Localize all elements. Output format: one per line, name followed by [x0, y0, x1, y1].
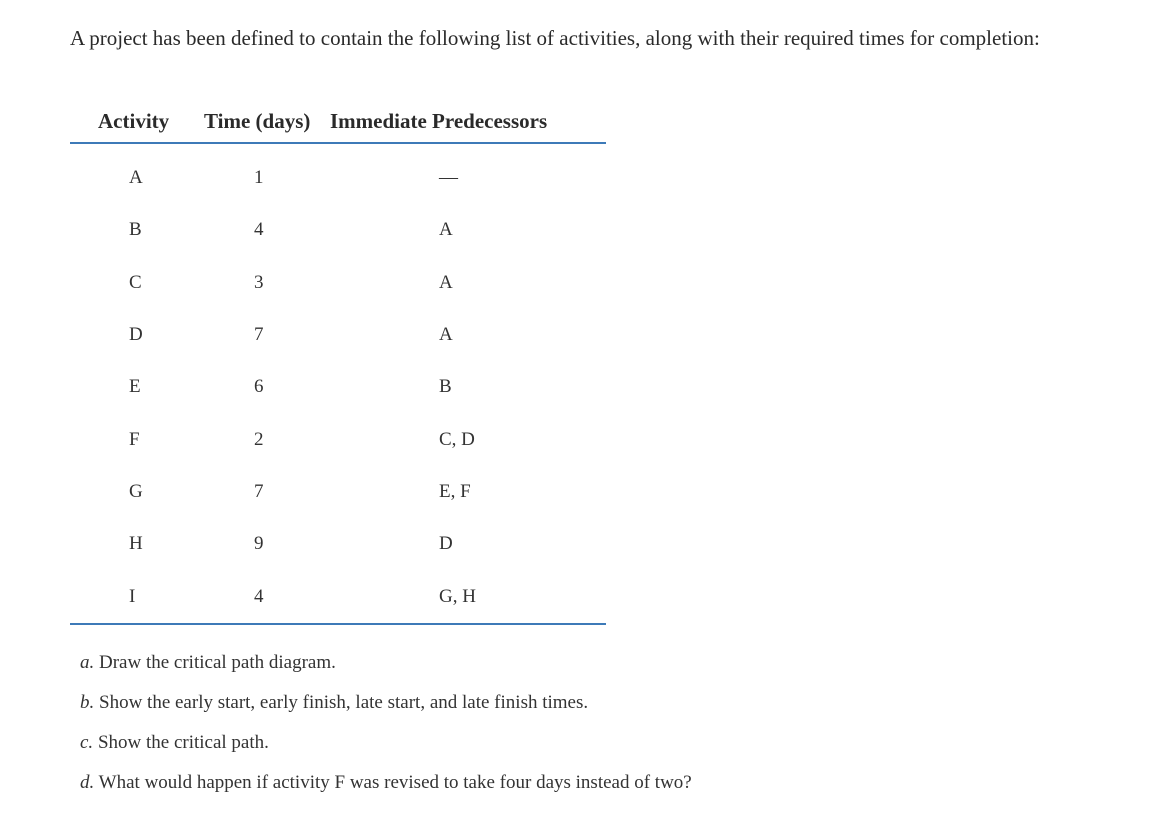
table-row: [70, 257, 606, 309]
question-b: [80, 689, 692, 729]
cell-activity: D: [129, 324, 143, 346]
cell-predecessors: G, H: [439, 585, 476, 607]
question-text: What would happen if activity F was revised to take four days instead of two?: [98, 772, 692, 793]
table-row: [70, 309, 606, 361]
cell-activity: I: [129, 585, 136, 607]
question-text: Draw the critical path diagram.: [99, 652, 336, 673]
question-c: [80, 729, 692, 769]
question-list: [80, 649, 692, 809]
cell-predecessors: A: [439, 271, 453, 293]
cell-activity: G: [129, 480, 143, 502]
question-letter: a.: [80, 652, 95, 673]
header-activity: Activity: [70, 100, 200, 143]
question-d: [80, 769, 692, 809]
cell-predecessors: —: [439, 167, 458, 189]
cell-activity: E: [129, 376, 141, 398]
table-row: [70, 204, 606, 256]
cell-predecessors: A: [439, 324, 453, 346]
cell-time: 4: [254, 219, 264, 241]
table-row: [70, 413, 606, 465]
cell-time: 7: [254, 480, 264, 502]
question-letter: b.: [80, 692, 95, 713]
cell-predecessors: B: [439, 376, 452, 398]
cell-activity: A: [129, 167, 143, 189]
question-a: [80, 649, 692, 689]
cell-time: 6: [254, 376, 264, 398]
cell-predecessors: A: [439, 219, 453, 241]
table-header-row: [70, 100, 606, 143]
header-time: Time (days): [200, 100, 316, 143]
intro-text: A project has been defined to contain the following list of activities, along with their required times for completion:: [70, 26, 1040, 50]
cell-activity: C: [129, 271, 142, 293]
cell-activity: H: [129, 533, 143, 555]
activity-table: [70, 100, 606, 623]
cell-time: 1: [254, 167, 264, 189]
cell-time: 2: [254, 428, 264, 450]
cell-predecessors: D: [439, 533, 453, 555]
cell-time: 4: [254, 585, 264, 607]
cell-predecessors: C, D: [439, 428, 475, 450]
cell-time: 9: [254, 533, 264, 555]
activity-table-container: [70, 100, 606, 625]
table-row: [70, 518, 606, 570]
question-letter: d.: [80, 772, 95, 793]
table-row: [70, 143, 606, 204]
question-text: Show the critical path.: [97, 732, 269, 753]
table-row: [70, 570, 606, 622]
table-bottom-rule: [70, 623, 606, 625]
cell-time: 7: [254, 324, 264, 346]
table-row: [70, 361, 606, 413]
question-letter: c.: [80, 732, 94, 753]
table-row: [70, 466, 606, 518]
cell-activity: F: [129, 428, 140, 450]
cell-predecessors: E, F: [439, 480, 471, 502]
cell-time: 3: [254, 271, 264, 293]
header-predecessors: Immediate Predecessors: [316, 100, 606, 143]
cell-activity: B: [129, 219, 142, 241]
question-text: Show the early start, early finish, late start, and late finish times.: [99, 692, 589, 713]
